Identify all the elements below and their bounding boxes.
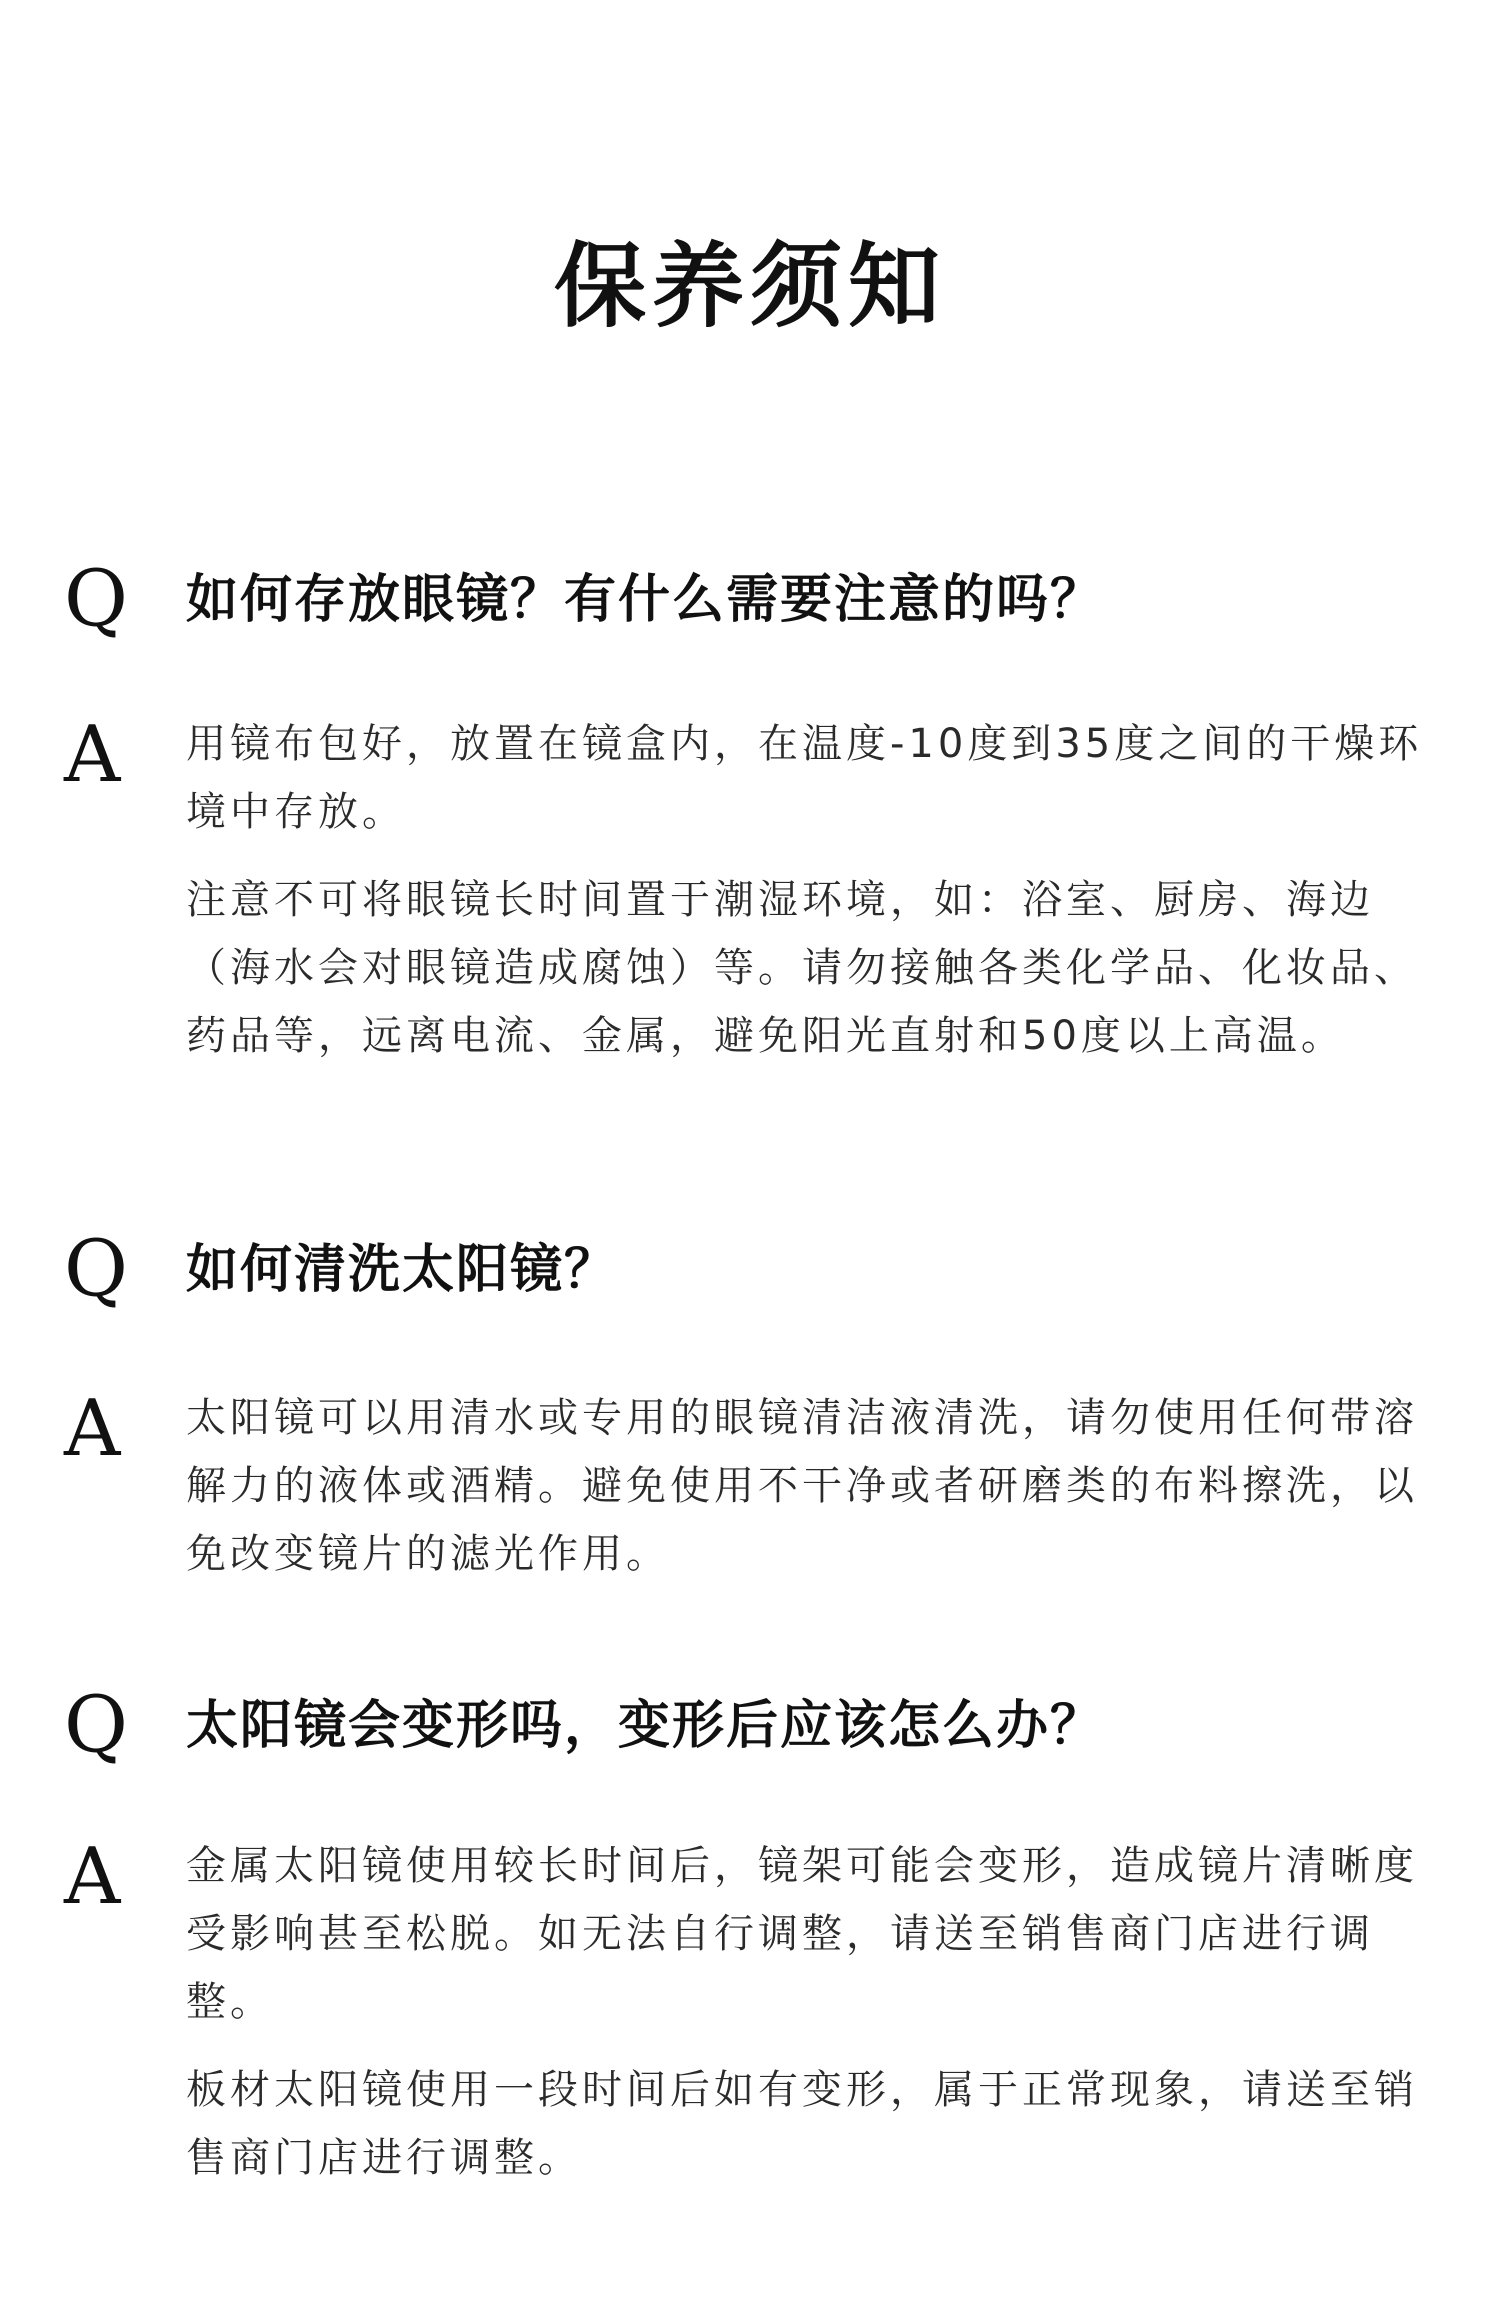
faq-answer-2 — [186, 1384, 1431, 1588]
q-letter-icon: Q — [64, 554, 128, 644]
answer-paragraph: 太阳镜可以用清水或专用的眼镜清洁液清洗，请勿使用任何带溶解力的液体或酒精。避免使用不干净或者研磨类的布料擦洗，以免改变镜片的滤光作用。 — [186, 1395, 1418, 1577]
a-letter-icon: A — [64, 1832, 121, 1922]
faq-question-2: 如何清洗太阳镜？ — [186, 1240, 619, 1300]
page-title: 保养须知 — [553, 233, 946, 340]
faq-question-1: 如何存放眼镜？有什么需要注意的吗？ — [186, 570, 1105, 630]
answer-paragraph: 用镜布包好，放置在镜盒内，在温度-10度到35度之间的干燥环境中存放。 — [186, 721, 1423, 835]
a-letter-icon: A — [64, 710, 121, 800]
faq-answer-1 — [186, 710, 1431, 1070]
faq-answer-3 — [186, 1832, 1431, 2192]
answer-paragraph: 注意不可将眼镜长时间置于潮湿环境，如：浴室、厨房、海边（海水会对眼镜造成腐蚀）等。请勿接触各类化学品、化妆品、药品等，远离电流、金属，避免阳光直射和50度以上高温。 — [186, 877, 1418, 1059]
answer-paragraph: 金属太阳镜使用较长时间后，镜架可能会变形，造成镜片清晰度受影响甚至松脱。如无法自行调整，请送至销售商门店进行调整。 — [186, 1843, 1418, 2025]
q-letter-icon: Q — [64, 1680, 128, 1770]
faq-question-3: 太阳镜会变形吗，变形后应该怎么办？ — [186, 1696, 1105, 1756]
a-letter-icon: A — [64, 1384, 121, 1474]
answer-paragraph: 板材太阳镜使用一段时间后如有变形，属于正常现象，请送至销售商门店进行调整。 — [186, 2067, 1418, 2181]
q-letter-icon: Q — [64, 1224, 128, 1314]
